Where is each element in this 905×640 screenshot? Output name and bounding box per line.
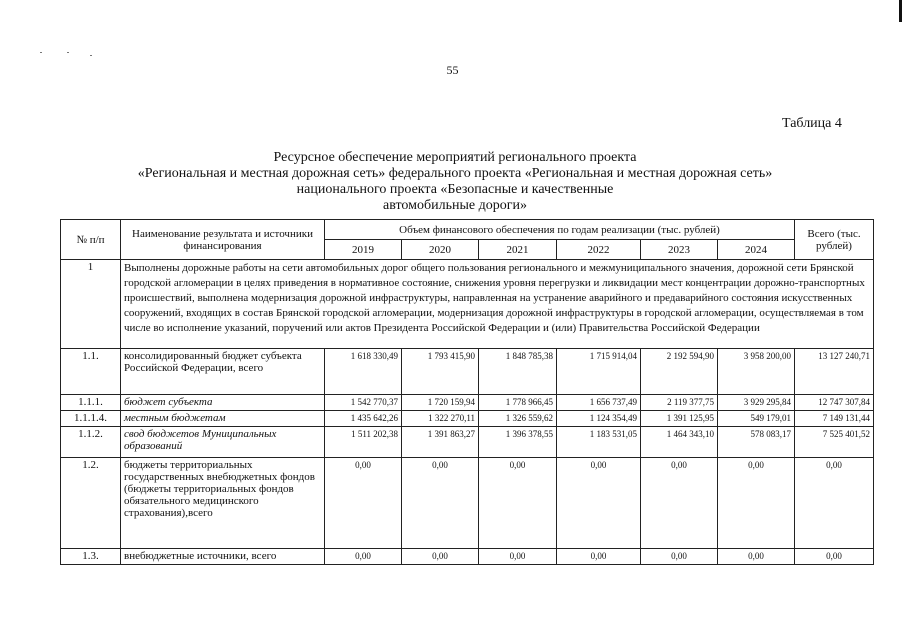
header-name: Наименование результата и источники финансирования bbox=[121, 220, 325, 260]
table-row bbox=[61, 458, 874, 549]
row-value: 1 183 531,05 bbox=[557, 427, 641, 458]
row-name: бюджет субъекта bbox=[121, 395, 325, 411]
header-year: 2020 bbox=[402, 240, 479, 260]
row-value: 0,00 bbox=[402, 549, 479, 565]
title-line: национального проекта «Безопасные и качественные bbox=[296, 182, 614, 197]
row-total: 7 149 131,44 bbox=[795, 411, 874, 427]
row-num: 1.2. bbox=[61, 458, 121, 549]
row-value: 1 435 642,26 bbox=[325, 411, 402, 427]
row-value: 1 391 863,27 bbox=[402, 427, 479, 458]
table-row bbox=[61, 349, 874, 395]
row-value: 1 511 202,38 bbox=[325, 427, 402, 458]
row-value: 0,00 bbox=[718, 549, 795, 565]
row-value: 1 848 785,38 bbox=[479, 349, 557, 395]
row-value: 549 179,01 bbox=[718, 411, 795, 427]
header-year: 2021 bbox=[479, 240, 557, 260]
header-row bbox=[61, 220, 874, 240]
row-value: 0,00 bbox=[641, 549, 718, 565]
row-num: 1.1. bbox=[61, 349, 121, 395]
scan-speck bbox=[40, 52, 42, 53]
row-name: бюджеты территориальных государственных внебюджетных фондов (бюджеты территориальных фондов обязательного медицинского страхования),всего bbox=[121, 458, 325, 549]
row-value: 1 618 330,49 bbox=[325, 349, 402, 395]
row-value: 1 391 125,95 bbox=[641, 411, 718, 427]
row-value: 1 778 966,45 bbox=[479, 395, 557, 411]
row-value: 1 124 354,49 bbox=[557, 411, 641, 427]
section-description: Выполнены дорожные работы на сети автомобильных дорог общего пользования регионального и межмуниципального значения, дорожной сети Брянской городской агломерации в целях приведения в нормативное состояние, снижения уровня перегрузки и ликвидации мест концентрации дорожно-транспортных происшествий, выполнена модернизация дорожной инфраструктуры, направленная на устранение аварийного и предаварийного состояния искусственных сооружений, входящих в состав Брянской городской агломерации, модернизация дорожной инфраструктуры в городской агломерации, осуществляемая в том числе во исполнение указаний, поручений или актов Президента Российской Федерации и (или) Правительства Российской Федерации bbox=[121, 260, 874, 349]
title-line: «Региональная и местная дорожная сеть» федерального проекта «Региональная и местная дорожная сеть» bbox=[137, 166, 773, 181]
document-title bbox=[60, 150, 850, 214]
row-value: 0,00 bbox=[718, 458, 795, 549]
row-total: 0,00 bbox=[795, 458, 874, 549]
row-total: 7 525 401,52 bbox=[795, 427, 874, 458]
scan-speck bbox=[67, 52, 69, 53]
table-row bbox=[61, 395, 874, 411]
title-line: автомобильные дороги» bbox=[383, 198, 527, 213]
row-num: 1.3. bbox=[61, 549, 121, 565]
row-value: 0,00 bbox=[641, 458, 718, 549]
row-value: 2 192 594,90 bbox=[641, 349, 718, 395]
resource-table bbox=[60, 219, 874, 565]
row-value: 1 464 343,10 bbox=[641, 427, 718, 458]
header-num: № п/п bbox=[61, 220, 121, 260]
row-value: 2 119 377,75 bbox=[641, 395, 718, 411]
header-total: Всего (тыс. рублей) bbox=[795, 220, 874, 260]
row-value: 3 958 200,00 bbox=[718, 349, 795, 395]
header-year: 2022 bbox=[557, 240, 641, 260]
row-name: внебюджетные источники, всего bbox=[121, 549, 325, 565]
row-value: 0,00 bbox=[557, 458, 641, 549]
row-value: 1 720 159,94 bbox=[402, 395, 479, 411]
row-value: 0,00 bbox=[402, 458, 479, 549]
row-total: 0,00 bbox=[795, 549, 874, 565]
title-line: Ресурсное обеспечение мероприятий регионального проекта bbox=[273, 150, 637, 165]
row-value: 0,00 bbox=[479, 549, 557, 565]
table-row bbox=[61, 427, 874, 458]
row-value: 3 929 295,84 bbox=[718, 395, 795, 411]
row-value: 0,00 bbox=[479, 458, 557, 549]
row-num: 1.1.1. bbox=[61, 395, 121, 411]
row-value: 1 322 270,11 bbox=[402, 411, 479, 427]
row-name: свод бюджетов Муниципальных образований bbox=[121, 427, 325, 458]
table-label: Таблица 4 bbox=[782, 116, 842, 131]
row-value: 1 656 737,49 bbox=[557, 395, 641, 411]
row-value: 0,00 bbox=[325, 458, 402, 549]
row-value: 578 083,17 bbox=[718, 427, 795, 458]
row-total: 12 747 307,84 bbox=[795, 395, 874, 411]
header-volume: Объем финансового обеспечения по годам реализации (тыс. рублей) bbox=[325, 220, 795, 240]
row-name: консолидированный бюджет субъекта Российской Федерации, всего bbox=[121, 349, 325, 395]
row-value: 1 326 559,62 bbox=[479, 411, 557, 427]
table-row bbox=[61, 411, 874, 427]
table-row bbox=[61, 549, 874, 565]
page-number: 55 bbox=[446, 63, 459, 77]
section-row bbox=[61, 260, 874, 349]
row-num: 1.1.1.4. bbox=[61, 411, 121, 427]
scan-edge-mark bbox=[899, 0, 902, 22]
row-value: 0,00 bbox=[557, 549, 641, 565]
row-name: местным бюджетам bbox=[121, 411, 325, 427]
row-total: 13 127 240,71 bbox=[795, 349, 874, 395]
row-value: 1 542 770,37 bbox=[325, 395, 402, 411]
header-year: 2023 bbox=[641, 240, 718, 260]
row-value: 1 396 378,55 bbox=[479, 427, 557, 458]
row-num: 1.1.2. bbox=[61, 427, 121, 458]
header-year: 2024 bbox=[718, 240, 795, 260]
row-value: 0,00 bbox=[325, 549, 402, 565]
header-year: 2019 bbox=[325, 240, 402, 260]
row-value: 1 715 914,04 bbox=[557, 349, 641, 395]
scan-speck bbox=[90, 55, 92, 56]
section-num: 1 bbox=[61, 260, 121, 349]
row-value: 1 793 415,90 bbox=[402, 349, 479, 395]
